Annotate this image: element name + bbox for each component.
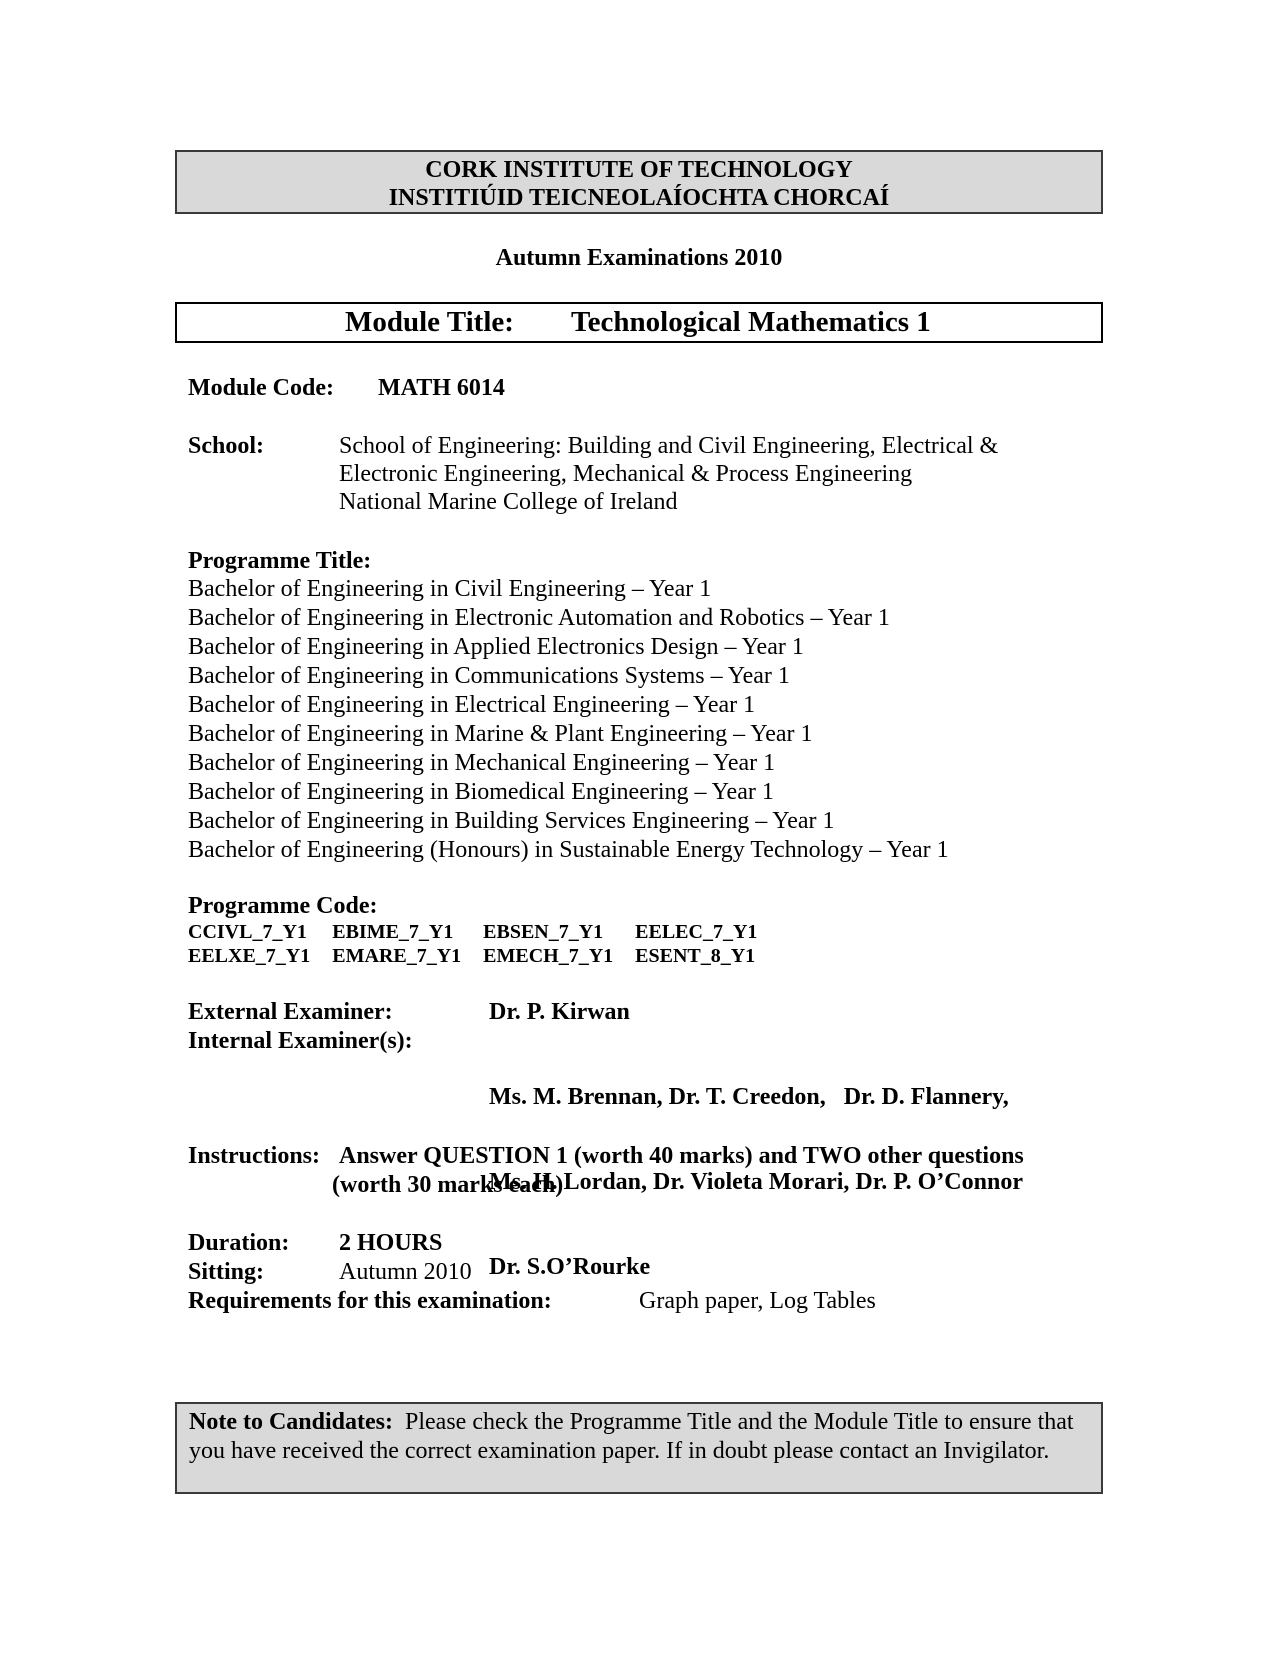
programme-item: Bachelor of Engineering in Communications Systems – Year 1	[188, 663, 790, 689]
programme-code: ESENT_8_Y1	[635, 945, 756, 967]
programme-item: Bachelor of Engineering in Civil Engineering – Year 1	[188, 576, 712, 602]
internal-examiner-label: Internal Examiner(s):	[188, 1028, 413, 1054]
programme-item: Bachelor of Engineering (Honours) in Sustainable Energy Technology – Year 1	[188, 837, 949, 863]
internal-examiner-line: Ms. H. Lordan, Dr. Violeta Morari, Dr. P. O’Connor	[489, 1169, 1023, 1195]
institution-header	[175, 150, 1103, 214]
programme-item: Bachelor of Engineering in Electrical Engineering – Year 1	[188, 692, 756, 718]
instructions-line-1: Answer QUESTION 1 (worth 40 marks) and TWO other questions	[339, 1143, 1024, 1169]
school-line: School of Engineering: Building and Civil Engineering, Electrical &	[339, 433, 999, 459]
module-code-value: MATH 6014	[378, 375, 505, 401]
school-label: School:	[188, 433, 265, 459]
sitting-label: Sitting:	[188, 1259, 265, 1285]
module-title-box	[175, 302, 1103, 343]
programme-code: CCIVL_7_Y1	[188, 921, 307, 943]
sitting-value: Autumn 2010	[339, 1259, 472, 1285]
exam-session: Autumn Examinations 2010	[495, 245, 783, 271]
programme-code-row	[188, 920, 779, 944]
note-text: Please check the Programme Title and the Module Title to ensure that you have received the correct examination paper. If in doubt please contact an Invigilator.	[189, 1409, 1074, 1464]
programme-title-label: Programme Title:	[188, 548, 372, 574]
module-code-label: Module Code:	[188, 375, 334, 401]
internal-examiner-line: Ms. M. Brennan, Dr. T. Creedon, Dr. D. Flannery,	[489, 1084, 1009, 1110]
module-title-label: Module Title:	[345, 306, 514, 338]
programme-code: EMECH_7_Y1	[483, 945, 614, 967]
programme-code: EELEC_7_Y1	[635, 921, 758, 943]
duration-value: 2 HOURS	[339, 1230, 443, 1256]
school-line: Electronic Engineering, Mechanical & Process Engineering	[339, 461, 913, 487]
requirements-value: Graph paper, Log Tables	[639, 1288, 876, 1314]
school-value	[339, 432, 998, 516]
programme-item: Bachelor of Engineering in Mechanical Engineering – Year 1	[188, 750, 776, 776]
programme-title-list	[188, 575, 949, 865]
school-line: National Marine College of Ireland	[339, 489, 678, 515]
internal-examiner-line: Dr. S.O’Rourke	[489, 1254, 651, 1280]
programme-code: EBSEN_7_Y1	[483, 921, 604, 943]
instructions-line-2: (worth 30 marks each)	[332, 1172, 564, 1198]
programme-code-row	[188, 944, 779, 968]
programme-code: EELXE_7_Y1	[188, 945, 311, 967]
module-title-value: Technological Mathematics 1	[571, 306, 931, 338]
programme-code: EMARE_7_Y1	[332, 945, 462, 967]
programme-item: Bachelor of Engineering in Biomedical Engineering – Year 1	[188, 779, 774, 805]
programme-code-table	[188, 920, 779, 968]
external-examiner-value: Dr. P. Kirwan	[489, 999, 630, 1025]
note-to-candidates-box	[175, 1402, 1103, 1494]
programme-code: EBIME_7_Y1	[332, 921, 454, 943]
note-label: Note to Candidates:	[189, 1409, 393, 1435]
programme-code-label: Programme Code:	[188, 893, 378, 919]
programme-item: Bachelor of Engineering in Marine & Plant Engineering – Year 1	[188, 721, 813, 747]
institution-name-english: CORK INSTITUTE OF TECHNOLOGY	[425, 157, 853, 183]
external-examiner-label: External Examiner:	[188, 999, 393, 1025]
requirements-label: Requirements for this examination:	[188, 1288, 552, 1314]
programme-item: Bachelor of Engineering in Electronic Automation and Robotics – Year 1	[188, 605, 890, 631]
programme-item: Bachelor of Engineering in Building Services Engineering – Year 1	[188, 808, 835, 834]
instructions-label: Instructions:	[188, 1143, 321, 1169]
duration-label: Duration:	[188, 1230, 290, 1256]
institution-name-irish: INSTITIÚID TEICNEOLAÍOCHTA CHORCAÍ	[388, 185, 890, 211]
programme-item: Bachelor of Engineering in Applied Electronics Design – Year 1	[188, 634, 804, 660]
